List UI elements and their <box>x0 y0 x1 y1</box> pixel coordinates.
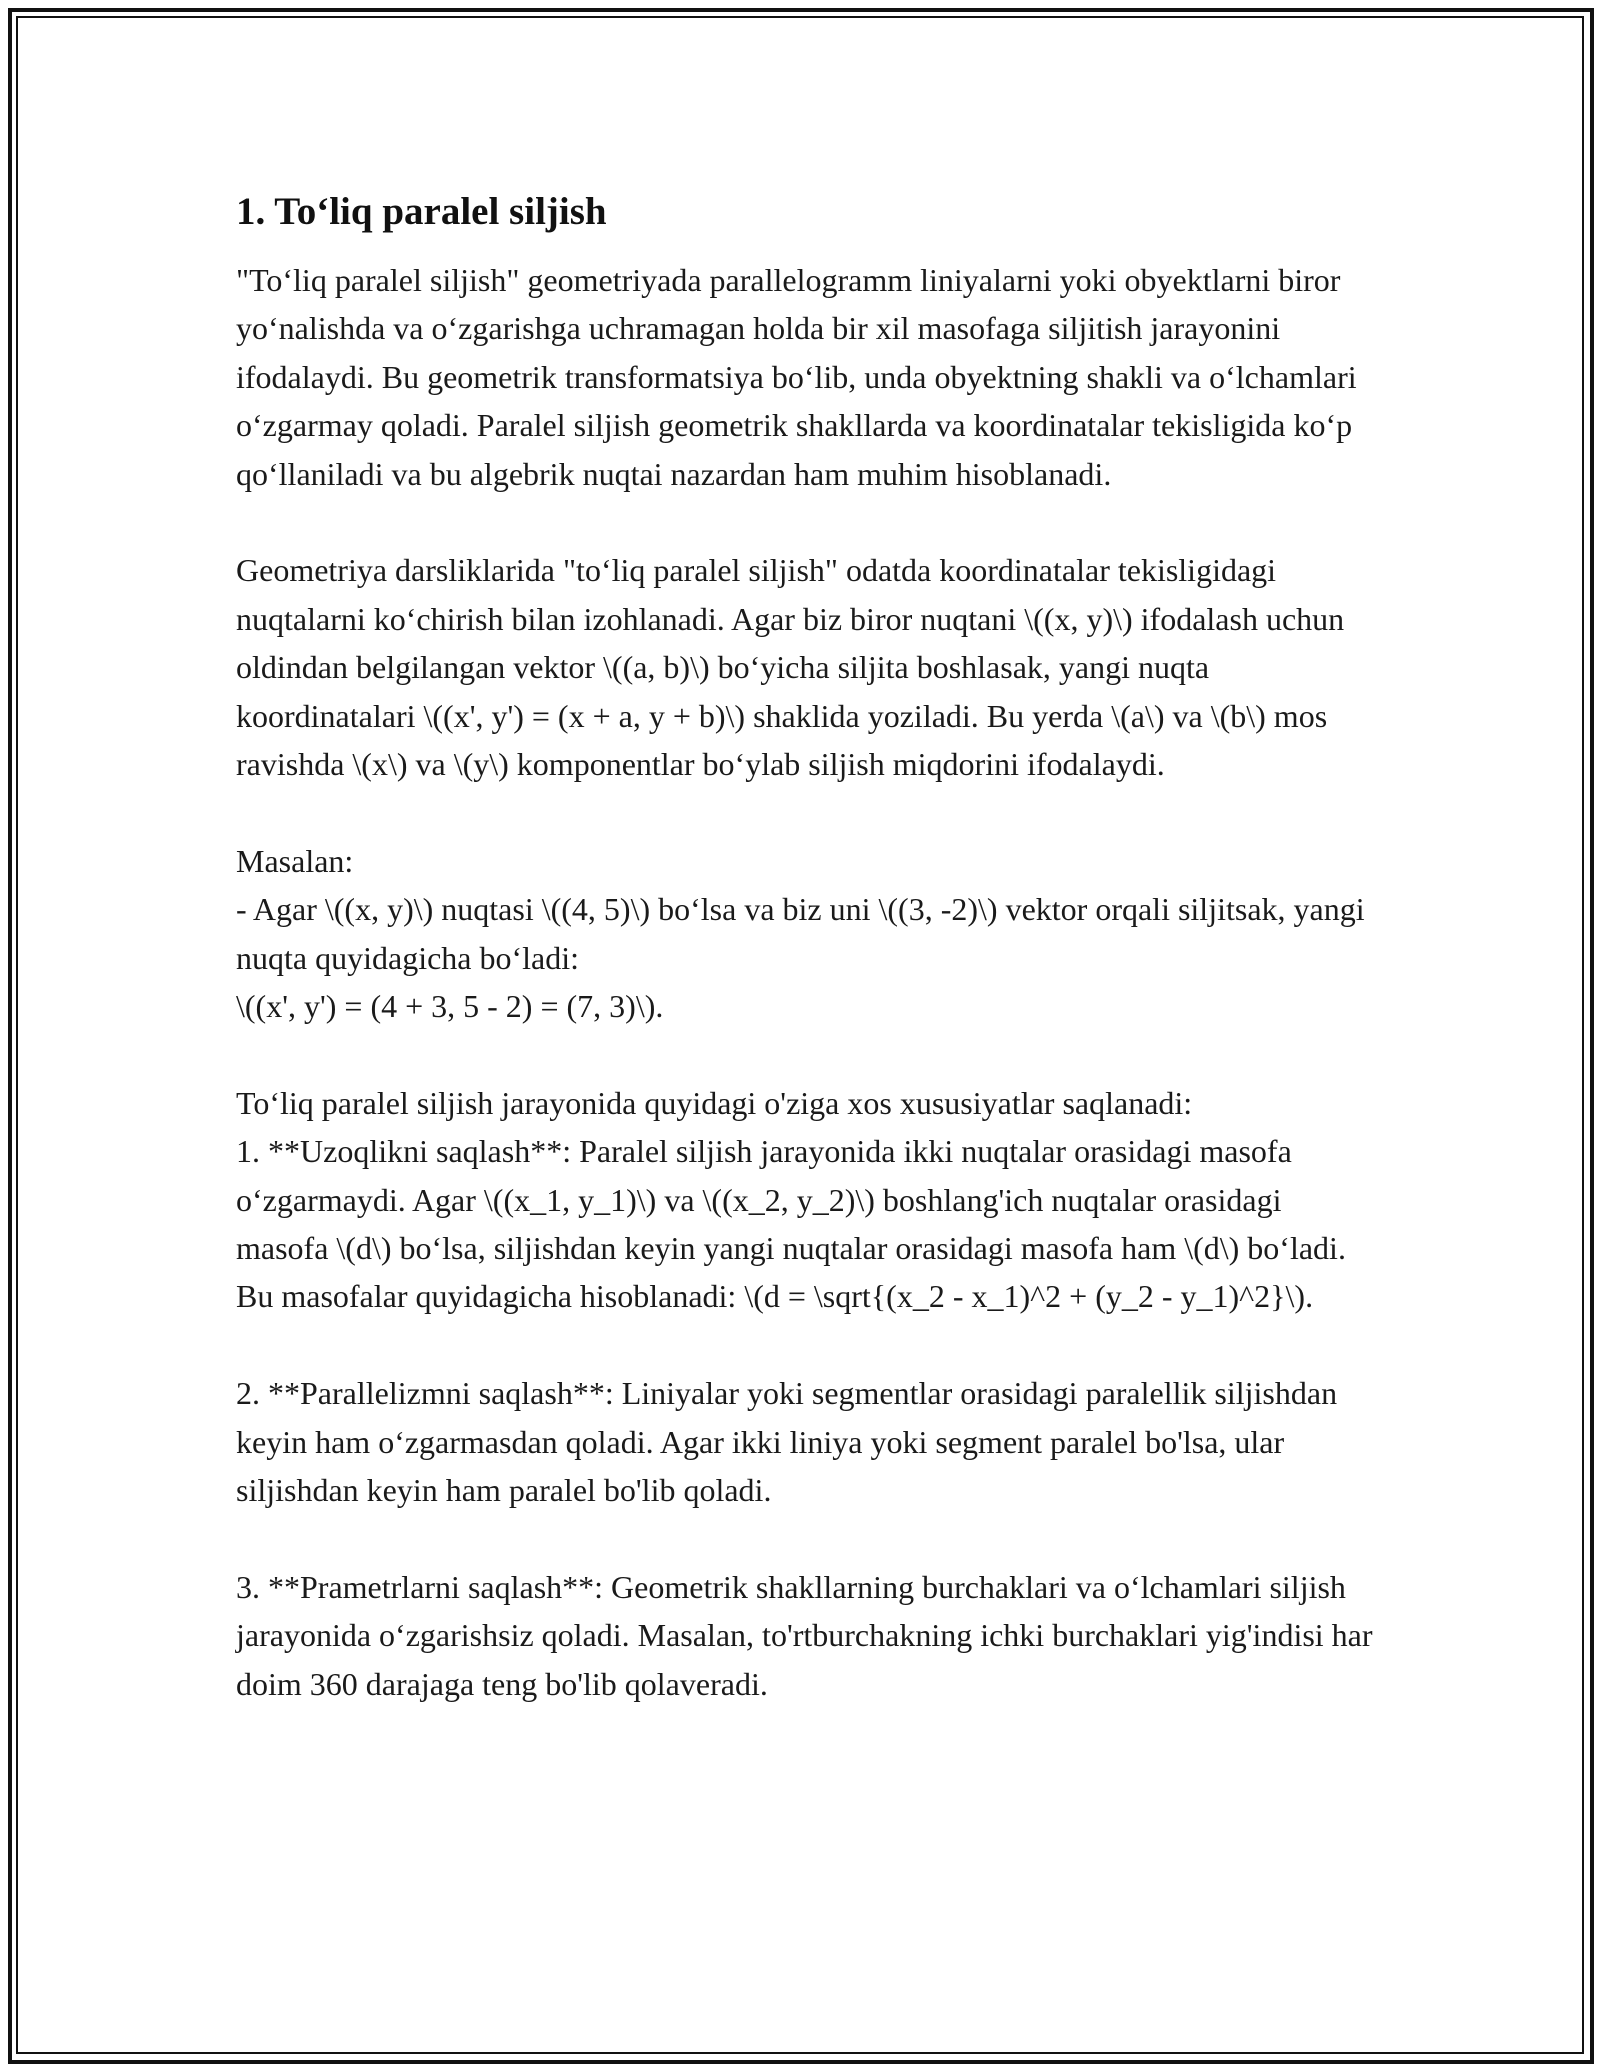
page-title: 1. To‘liq paralel siljish <box>236 190 607 233</box>
document-body <box>236 182 1376 1708</box>
paragraph-property-parallelism: 2. **Parallelizmni saqlash**: Liniyalar yoki segmentlar orasidagi paralellik siljishdan keyin ham o‘zgarmasdan qoladi. Agar ikki liniya yoki segment paralel bo'lsa, ular siljishdan keyin ham paralel bo'lib qoladi. <box>236 1375 1338 1509</box>
paragraph-example: Masalan: - Agar \((x, y)\) nuqtasi \((4, 5)\) bo‘lsa va biz uni \((3, -2)\) vektor orqali siljitsak, yangi nuqta quyidagicha bo‘ladi: \((x', y') = (4 + 3, 5 - 2) = (7, 3)\). <box>236 842 1365 1025</box>
paragraph-intro: "To‘liq paralel siljish" geometriyada parallelogramm liniyalarni yoki obyektlarni biror yo‘nalishda va o‘zgarishga uchramagan holda bir xil masofaga siljitish jarayonini ifodalaydi. Bu geometrik transformatsiya bo‘lib, unda obyektning shakli va o‘lchamlari o‘zgarmay qoladi. Paralel siljish geometrik shakllarda va koordinatalar tekisligida ko‘p qo‘llaniladi va bu algebrik nuqtai nazardan ham muhim hisoblanadi. <box>236 262 1357 492</box>
paragraph-coordinates: Geometriya darsliklarida "to‘liq paralel siljish" odatda koordinatalar tekisligidagi nuqtalarni ko‘chirish bilan izohlanadi. Agar biz biror nuqtani \((x, y)\) ifodalash uchun oldindan belgilangan vektor \((a, b)\) bo‘yicha siljita boshlasak, yangi nuqta koordinatalari \((x', y') = (x + a, y + b)\) shaklida yoziladi. Bu yerda \(a\) va \(b\) mos ravishda \(x\) va \(y\) komponentlar bo‘ylab siljish miqdorini ifodalaydi. <box>236 552 1345 783</box>
paragraph-property-distance: To‘liq paralel siljish jarayonida quyidagi o'ziga xos xususiyatlar saqlanadi: 1. **Uzoqlikni saqlash**: Paralel siljish jarayonida ikki nuqtalar orasidagi masofa o‘zgarmaydi. Agar \((x_1, y_1)\) va \((x_2, y_2)\) boshlang'ich nuqtalar orasidagi masofa \(d\) bo‘lsa, siljishdan keyin yangi nuqtalar orasidagi masofa ham \(d\) bo‘ladi. Bu masofalar quyidagicha hisoblanadi: \(d = \sqrt{(x_2 - x_1)^2 + (y_2 - y_1)^2}\). <box>236 1084 1346 1315</box>
paragraph-property-parameters: 3. **Prametrlarni saqlash**: Geometrik shakllarning burchaklari va o‘lchamlari siljish jarayonida o‘zgarishsiz qoladi. Masalan, to'rtburchakning ichki burchaklari yig'indisi har doim 360 darajaga teng bo'lib qolaveradi. <box>236 1568 1373 1702</box>
